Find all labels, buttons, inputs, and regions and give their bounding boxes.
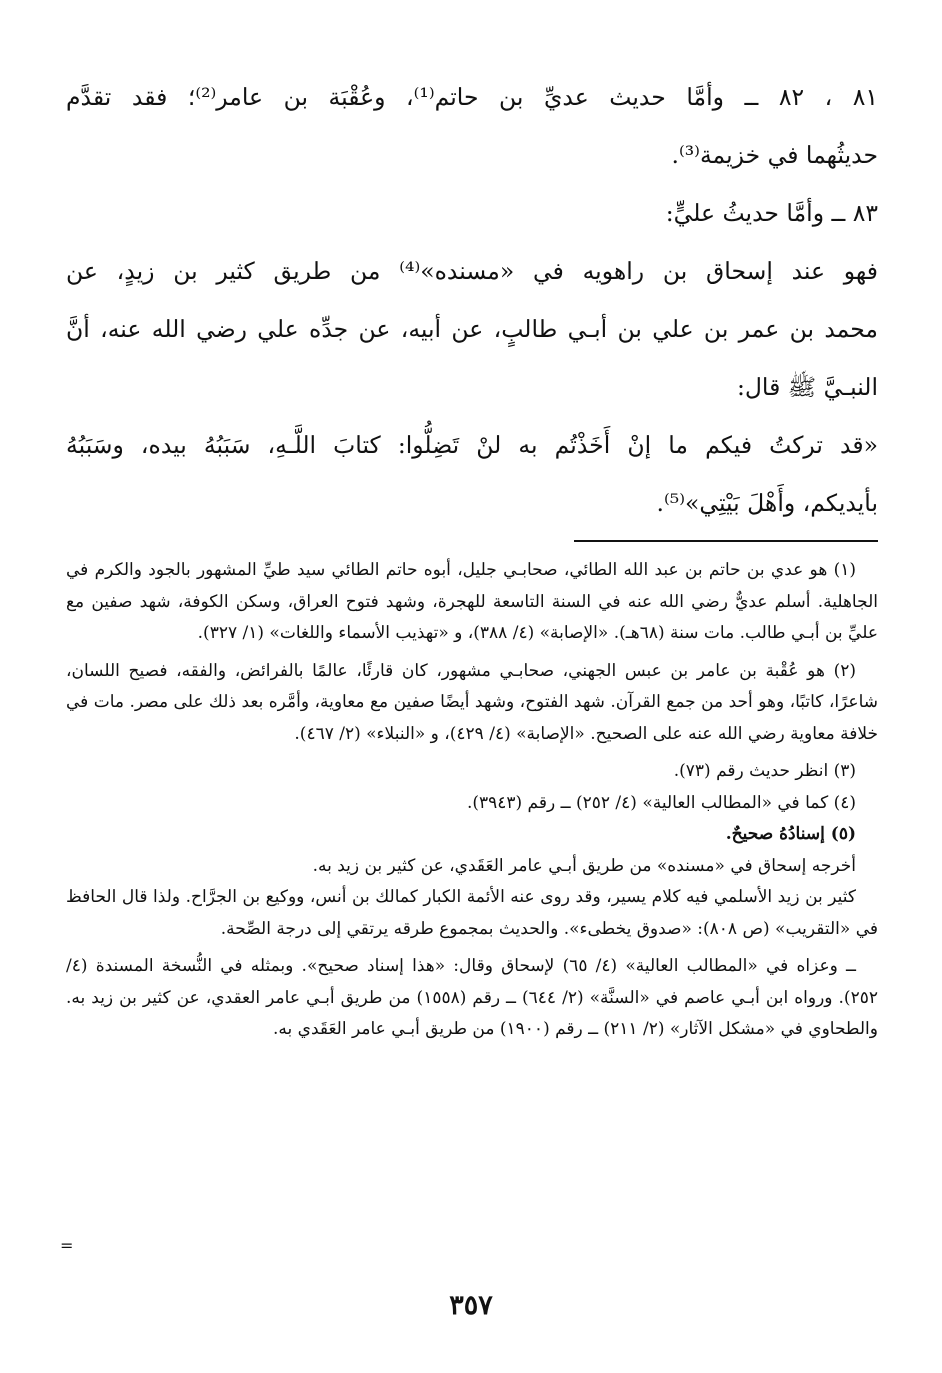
- footnote-1: (١) هو عدي بن حاتم بن عبد الله الطائي، صحابـي جليل، أبوه حاتم الطائي سيد طيِّ المشهور بالجود والكرم في الجاهلية. أسلم عديٌّ رضي الله عنه في السنة التاسعة للهجرة، وشهد فتوح العراق، وسكن الكوفة، شهد صفين مع عليِّ بن أبـي طالب. مات سنة (٦٨هـ). «الإصابة» (٤/ ٣٨٨)، و «تهذيب الأسماء واللغات» (١/ ٣٢٧).: [66, 560, 878, 643]
- continuation-mark: =: [60, 1236, 74, 1255]
- footnote-5-references: ــ وعزاه في «المطالب العالية» (٤/ ٦٥) لإسحاق وقال: «هذا إسناد صحيح». وبمثله في النُّسخة المسندة (٤/ ٢٥٢). ورواه ابن أبـي عاصم في «السنَّة» (٢/ ٦٤٤) ــ رقم (١٥٥٨) من طريق أبـي عامر العقدي، عن كثير بن زيد به. والطحاوي في «مشكل الآثار» (٢/ ٢١١) ــ رقم (١٩٠٠) من طريق أبـي عامر العَقَدي به.: [66, 956, 878, 1039]
- paragraph-isnad-line-1: فهو عند إسحاق بن راهويه في «مسنده»⁽⁴⁾ من طريق كثير بن زيدٍ، عن: [66, 257, 878, 285]
- footnote-3: (٣) انظر حديث رقم (٧٣).: [673, 761, 856, 781]
- paragraph-isnad: [66, 242, 878, 416]
- footnote-5-heading: (٥) إسنادُهُ صحيحٌ.: [725, 824, 856, 844]
- footnote-5-narrator: كثير بن زيد الأسلمي فيه كلام يسير، وقد روى عنه الأئمة الكبار كمالك بن أنس، ووكيع بن الجرَّاح. ولذا قال الحافظ في «التقريب» (ص ٨٠٨): «صدوق يخطىء». والحديث بمجموع طرقه يرتقي إلى درجة الصِّحة.: [66, 887, 878, 939]
- paragraph-hadith-line-1: «قد تركتُ فيكم ما إنْ أَخَذْتُم به لنْ تَضِلُّوا: كتابَ اللَّـهِ، سَبَبُهُ بيده، وسَبَبُهُ: [66, 431, 878, 459]
- paragraph-81-82: [66, 68, 878, 184]
- footnote-5-source: أخرجه إسحاق في «مسنده» من طريق أبـي عامر العَقَدي، عن كثير بن زيد به.: [312, 855, 856, 876]
- paragraph-81-82-line-2: حديثُهما في خزيمة⁽³⁾.: [671, 141, 878, 169]
- main-text: [66, 68, 878, 532]
- paragraph-isnad-line-2: محمد بن عمر بن علي بن أبـي طالبٍ، عن أبيه، عن جدِّه علي رضي الله عنه، أنَّ: [66, 315, 878, 343]
- footnote-2: (٢) هو عُقْبة بن عامر بن عبس الجهني، صحابـي مشهور، كان قارئًا، عالمًا بالفرائض، والفقه، فصيح اللسان، شاعرًا، كاتبًا، وهو أحد من جمع القرآن. شهد الفتوح، وشهد أيضًا صفين مع معاوية، وأمَّره بعد ذلك على مصر. مات في خلافة معاوية رضي الله عنه على الصحيح. «الإصابة» (٤/ ٤٢٩)، و «النبلاء» (٢/ ٤٦٧).: [66, 660, 878, 744]
- paragraph-83-heading: [66, 184, 878, 242]
- paragraph-hadith-text: [66, 416, 878, 532]
- footnote-separator: [574, 540, 878, 542]
- paragraph-83-line: ٨٣ ــ وأمَّا حديثُ عليٍّ:: [665, 199, 878, 227]
- paragraph-hadith-line-2: بأيديكم، وأَهْلَ بَيْتِي»⁽⁵⁾.: [656, 489, 878, 517]
- footnotes: [66, 555, 878, 1046]
- page-number: ٣٥٧: [449, 1290, 493, 1321]
- paragraph-isnad-line-3: النبـيَّ ﷺ قال:: [736, 373, 878, 401]
- footnote-4: (٤) كما في «المطالب العالية» (٤/ ٢٥٢) ــ رقم (٣٩٤٣).: [466, 792, 856, 813]
- paragraph-81-82-line-1: ٨١ ، ٨٢ ــ وأمَّا حديث عديِّ بن حاتم⁽¹⁾، وعُقْبَة بن عامر⁽²⁾؛ فقد تقدَّم: [66, 83, 879, 111]
